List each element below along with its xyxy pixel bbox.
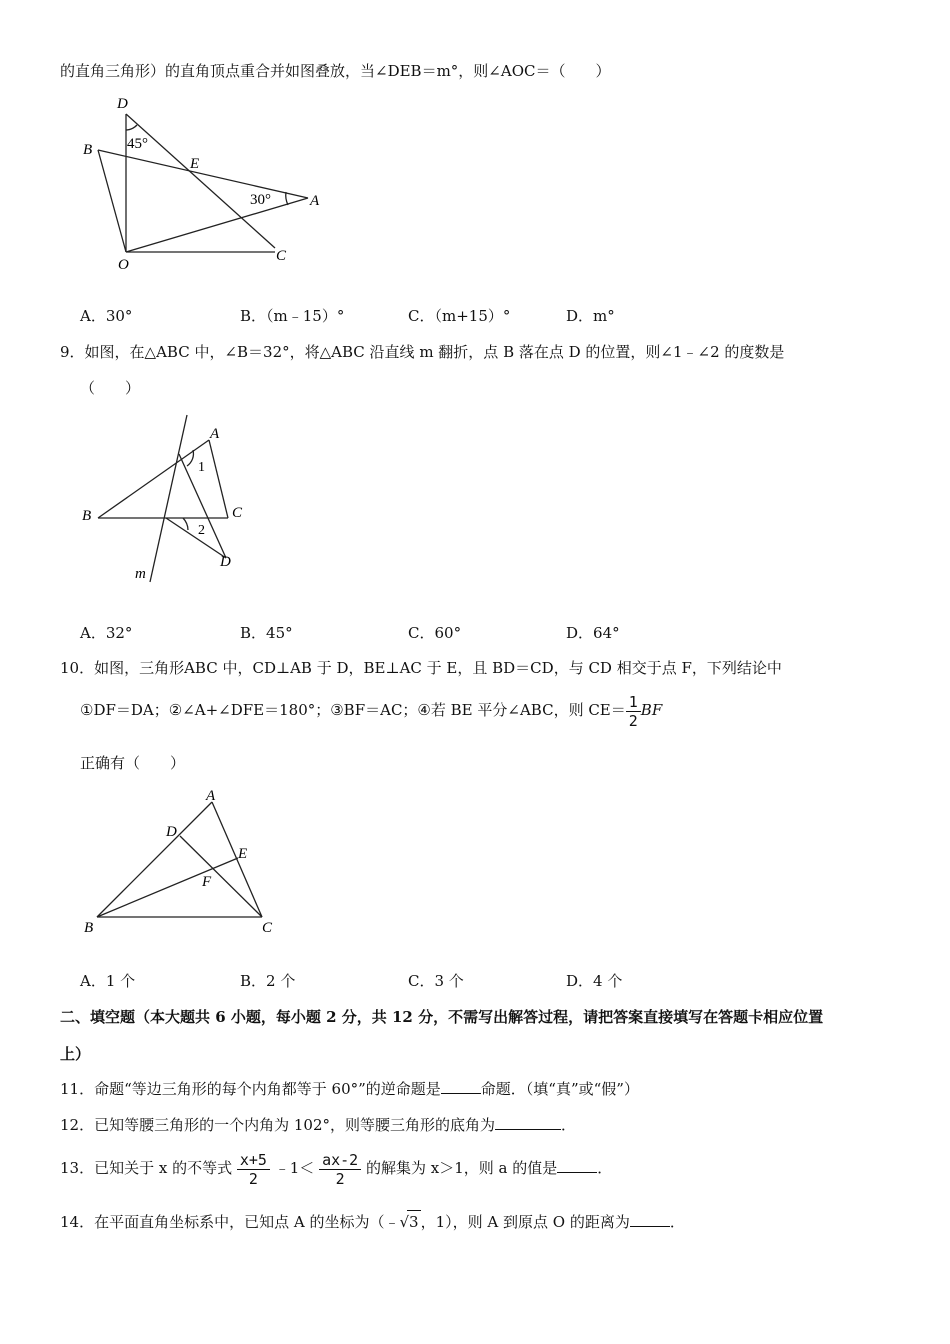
- q10-fraction-den: 2: [628, 711, 638, 730]
- q13-pre: 13．已知关于 x 的不等式: [60, 1159, 233, 1177]
- q12-blank[interactable]: [495, 1115, 561, 1130]
- q13-fraction-1-num: x+5: [237, 1151, 270, 1170]
- q9-label-c: C: [232, 505, 243, 521]
- q14-mid: ，1），则 A 到原点 O 的距离为: [420, 1213, 630, 1231]
- q10-fraction-num: 1: [626, 693, 641, 712]
- q13: [60, 1146, 612, 1190]
- q12-post: ．: [561, 1116, 577, 1134]
- q9-option-d: D．64°: [566, 624, 620, 642]
- q10-label-e: E: [238, 846, 248, 862]
- q8-angle-30: 30°: [250, 192, 271, 208]
- q13-end: ．: [597, 1159, 613, 1177]
- q10-figure: [80, 784, 280, 944]
- q11-post: 命题．（填“真”或“假”）: [480, 1080, 639, 1098]
- q8-option-a: A．30°: [80, 307, 133, 325]
- q10-conclusions-text: ①DF＝DA；②∠A+∠DFE＝180°；③BF＝AC；④若 BE 平分∠ABC，则 CE＝: [80, 701, 626, 719]
- q8-label-d: D: [117, 96, 128, 112]
- q9-label-a: A: [210, 426, 220, 442]
- q14: [60, 1210, 685, 1233]
- q10-label-b: B: [84, 920, 94, 936]
- q13-fraction-2-num: ax-2: [319, 1151, 361, 1170]
- q9-label-b: B: [82, 508, 92, 524]
- q11-pre: 11．命题“等边三角形的每个内角都等于 60°”的逆命题是: [60, 1080, 441, 1098]
- q8-angle-45: 45°: [127, 136, 148, 152]
- q14-end: ．: [669, 1213, 685, 1231]
- q13-mid: ﹣1＜: [274, 1159, 315, 1177]
- q9-option-c: C．60°: [408, 624, 462, 642]
- q14-blank[interactable]: [630, 1212, 670, 1227]
- q10-stem-correct: 正确有（ ）: [80, 754, 186, 772]
- q8-label-o: O: [118, 257, 129, 272]
- q14-pre: 14．在平面直角坐标系中，已知点 A 的坐标为（﹣: [60, 1213, 400, 1231]
- q8-option-c: C．（m+15）°: [408, 307, 511, 325]
- q11: [60, 1078, 639, 1100]
- q8-stem: 的直角三角形）的直角顶点重合并如图叠放，当∠DEB＝m°，则∠AOC＝（ ）: [60, 62, 611, 80]
- q10-stem: 10．如图，三角形ABC 中，CD⊥AB 于 D，BE⊥AC 于 E，且 BD＝CD，与 CD 相交于点 F，下列结论中: [60, 659, 782, 677]
- q10-label-f: F: [202, 874, 212, 890]
- q10-option-a: A．1 个: [80, 972, 136, 990]
- q13-post: 的解集为 x＞1，则 a 的值是: [365, 1159, 558, 1177]
- q8-label-a: A: [310, 193, 320, 209]
- q12-pre: 12．已知等腰三角形的一个内角为 102°，则等腰三角形的底角为: [60, 1116, 495, 1134]
- section2-title: 二、填空题（本大题共 6 小题，每小题 2 分，共 12 分，不需写出解答过程，请把答案直接填写在答题卡相应位置: [60, 1008, 824, 1026]
- q8-label-c: C: [276, 248, 287, 264]
- q9-stem-paren: （ ）: [80, 379, 141, 397]
- sqrt-icon: √: [399, 1213, 410, 1231]
- q11-blank[interactable]: [441, 1079, 481, 1094]
- q13-fraction-2-den: 2: [335, 1169, 345, 1188]
- q9-option-a: A．32°: [80, 624, 133, 642]
- q10-label-a: A: [206, 788, 216, 804]
- q9-label-d: D: [220, 554, 231, 570]
- q10-label-d: D: [166, 824, 177, 840]
- q8-label-b: B: [83, 142, 93, 158]
- section2-title-cont: 上）: [60, 1045, 91, 1063]
- q9-option-b: B．45°: [240, 624, 293, 642]
- q13-blank[interactable]: [557, 1158, 597, 1173]
- q13-fraction-1: [237, 1151, 270, 1188]
- q10-option-c: C．3 个: [408, 972, 464, 990]
- q9-angle-2: 2: [198, 523, 205, 538]
- q13-fraction-2: [319, 1151, 361, 1188]
- q9-label-m: m: [135, 566, 146, 582]
- q9-stem: 9．如图，在△ABC 中，∠B＝32°，将△ABC 沿直线 m 翻折，点 B 落在点 D 的位置，则∠1﹣∠2 的度数是: [60, 343, 785, 361]
- q12: [60, 1114, 576, 1136]
- q10-fraction: [626, 693, 641, 730]
- q10-label-c: C: [262, 920, 273, 936]
- q10-conclusions: [80, 690, 662, 730]
- q10-fraction-tail: BF: [640, 701, 663, 719]
- q8-option-d: D．m°: [566, 307, 615, 325]
- q10-option-b: B．2 个: [240, 972, 296, 990]
- q8-option-b: B．（m﹣15）°: [240, 307, 345, 325]
- q9-angle-1: 1: [198, 460, 205, 475]
- q13-fraction-1-den: 2: [248, 1169, 258, 1188]
- q14-sqrt-value: 3: [407, 1210, 421, 1233]
- q8-figure: [80, 92, 330, 272]
- q10-option-d: D．4 个: [566, 972, 623, 990]
- q9-figure: [80, 410, 270, 590]
- q8-label-e: E: [190, 156, 200, 172]
